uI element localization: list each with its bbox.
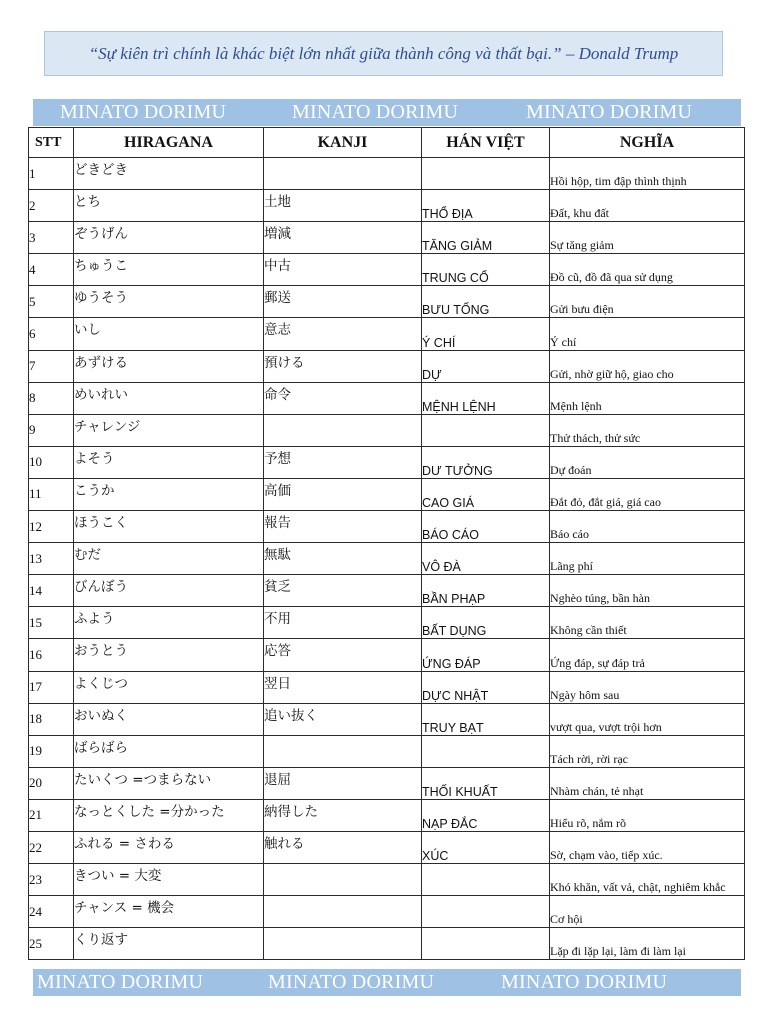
meaning-cell: Nhàm chán, tẻ nhạt [550,767,745,799]
han-viet-cell: MỆNH LỆNH [422,382,550,414]
han-viet-cell: CAO GIÁ [422,478,550,510]
hiragana-cell: こうか [74,478,264,510]
row-number: 12 [29,511,74,543]
kanji-cell [264,158,422,190]
table-row [29,478,745,510]
row-number: 5 [29,286,74,318]
han-viet-cell [422,414,550,446]
table-row [29,254,745,286]
column-header-nghia: NGHĨA [550,128,745,158]
banner-text: MINATO DORIMU [501,971,668,993]
meaning-cell: Đất, khu đất [550,190,745,222]
meaning-cell: Mệnh lệnh [550,382,745,414]
column-header-han-viet: HÁN VIỆT [422,128,550,158]
han-viet-cell: BẦN PHẠP [422,575,550,607]
table-header-row [29,128,745,158]
table-row [29,767,745,799]
hiragana-cell: むだ [74,543,264,575]
table-row [29,446,745,478]
kanji-cell: 中古 [264,254,422,286]
meaning-cell: Dự đoán [550,446,745,478]
hiragana-cell: ふよう [74,607,264,639]
row-number: 25 [29,928,74,960]
meaning-cell: Gửi bưu điện [550,286,745,318]
row-number: 24 [29,896,74,928]
hiragana-cell: おいぬく [74,703,264,735]
kanji-cell: 土地 [264,190,422,222]
row-number: 17 [29,671,74,703]
row-number: 4 [29,254,74,286]
meaning-cell: Khó khăn, vất vả, chật, nghiêm khắc [550,864,745,896]
hiragana-cell: いし [74,318,264,350]
hiragana-cell: チャレンジ [74,414,264,446]
table-row [29,414,745,446]
kanji-cell: 郵送 [264,286,422,318]
table-row [29,318,745,350]
row-number: 20 [29,767,74,799]
table-row [29,896,745,928]
kanji-cell: 増減 [264,222,422,254]
table-row [29,799,745,831]
hiragana-cell: おうとう [74,639,264,671]
kanji-cell [264,864,422,896]
kanji-cell [264,414,422,446]
column-header-hiragana: HIRAGANA [74,128,264,158]
table-row [29,190,745,222]
hiragana-cell: めいれい [74,382,264,414]
row-number: 11 [29,478,74,510]
hiragana-cell: よくじつ [74,671,264,703]
row-number: 13 [29,543,74,575]
row-number: 19 [29,735,74,767]
hiragana-cell: よそう [74,446,264,478]
column-header-kanji: KANJI [264,128,422,158]
meaning-cell: Lặp đi lặp lại, làm đi làm lại [550,928,745,960]
meaning-cell: Hồi hộp, tim đập thình thịnh [550,158,745,190]
hiragana-cell: ぞうげん [74,222,264,254]
han-viet-cell: TRUY BẠT [422,703,550,735]
row-number: 14 [29,575,74,607]
han-viet-cell [422,896,550,928]
meaning-cell: Thử thách, thử sức [550,414,745,446]
table-row [29,350,745,382]
han-viet-cell: ỨNG ĐÁP [422,639,550,671]
row-number: 7 [29,350,74,382]
kanji-cell: 応答 [264,639,422,671]
row-number: 15 [29,607,74,639]
han-viet-cell: BÁO CÁO [422,511,550,543]
han-viet-cell: NẠP ĐẮC [422,799,550,831]
kanji-cell: 納得した [264,799,422,831]
table-row [29,671,745,703]
han-viet-cell: THỐI KHUẤT [422,767,550,799]
table-row [29,222,745,254]
table-row [29,286,745,318]
kanji-cell: 高価 [264,478,422,510]
banner-text: MINATO DORIMU [37,971,204,993]
row-number: 21 [29,799,74,831]
han-viet-cell: DỰC NHẬT [422,671,550,703]
hiragana-cell: あずける [74,350,264,382]
banner-text: MINATO DORIMU [60,101,227,123]
table-row [29,639,745,671]
han-viet-cell: XÚC [422,831,550,863]
hiragana-cell: くり返す [74,928,264,960]
hiragana-cell: ふれる = さわる [74,831,264,863]
han-viet-cell: TĂNG GIẢM [422,222,550,254]
han-viet-cell: BẤT DỤNG [422,607,550,639]
hiragana-cell: ちゅうこ [74,254,264,286]
meaning-cell: Ý chí [550,318,745,350]
kanji-cell: 報告 [264,511,422,543]
kanji-cell: 預ける [264,350,422,382]
kanji-cell [264,735,422,767]
table-row [29,735,745,767]
hiragana-cell: きつい = 大変 [74,864,264,896]
han-viet-cell [422,158,550,190]
meaning-cell: Hiểu rõ, nắm rõ [550,799,745,831]
han-viet-cell: BƯU TỐNG [422,286,550,318]
hiragana-cell: どきどき [74,158,264,190]
hiragana-cell: チャンス = 機会 [74,896,264,928]
table-row [29,703,745,735]
han-viet-cell: TRUNG CỔ [422,254,550,286]
banner-text: MINATO DORIMU [526,101,693,123]
meaning-cell: Lãng phí [550,543,745,575]
quote-box [44,31,723,76]
table-row [29,607,745,639]
han-viet-cell: Ý CHÍ [422,318,550,350]
kanji-cell: 退屈 [264,767,422,799]
meaning-cell: Đắt đỏ, đắt giá, giá cao [550,478,745,510]
hiragana-cell: ばらばら [74,735,264,767]
table-row [29,382,745,414]
meaning-cell: Không cần thiết [550,607,745,639]
row-number: 16 [29,639,74,671]
han-viet-cell: DỰ [422,350,550,382]
table-row [29,511,745,543]
row-number: 23 [29,864,74,896]
meaning-cell: Tách rời, rời rạc [550,735,745,767]
table-row [29,928,745,960]
row-number: 18 [29,703,74,735]
column-header-stt: STT [29,128,74,158]
row-number: 9 [29,414,74,446]
table-row [29,575,745,607]
row-number: 8 [29,382,74,414]
hiragana-cell: とち [74,190,264,222]
banner-text: MINATO DORIMU [268,971,435,993]
meaning-cell: Nghèo túng, bần hàn [550,575,745,607]
row-number: 1 [29,158,74,190]
kanji-cell: 無駄 [264,543,422,575]
vocabulary-table [28,127,745,960]
meaning-cell: Cơ hội [550,896,745,928]
meaning-cell: vượt qua, vượt trội hơn [550,703,745,735]
meaning-cell: Ngày hôm sau [550,671,745,703]
watermark-banner-top [33,99,741,126]
meaning-cell: Ứng đáp, sự đáp trả [550,639,745,671]
table-row [29,543,745,575]
kanji-cell: 追い抜く [264,703,422,735]
hiragana-cell: ゆうそう [74,286,264,318]
han-viet-cell: VÔ ĐÀ [422,543,550,575]
kanji-cell: 貧乏 [264,575,422,607]
kanji-cell [264,896,422,928]
kanji-cell: 翌日 [264,671,422,703]
hiragana-cell: なっとくした =分かった [74,799,264,831]
hiragana-cell: ほうこく [74,511,264,543]
meaning-cell: Gửi, nhờ giữ hộ, giao cho [550,350,745,382]
table-row [29,864,745,896]
meaning-cell: Sờ, chạm vào, tiếp xúc. [550,831,745,863]
table-row [29,831,745,863]
han-viet-cell [422,864,550,896]
kanji-cell: 命令 [264,382,422,414]
row-number: 10 [29,446,74,478]
kanji-cell: 予想 [264,446,422,478]
han-viet-cell: DƯ TƯỞNG [422,446,550,478]
hiragana-cell: たいくつ =つまらない [74,767,264,799]
row-number: 22 [29,831,74,863]
han-viet-cell: THỔ ĐỊA [422,190,550,222]
row-number: 3 [29,222,74,254]
quote-text: “Sự kiên trì chính là khác biệt lớn nhất giữa thành công và thất bại.” – Donald Trump [88,43,679,63]
meaning-cell: Báo cáo [550,511,745,543]
meaning-cell: Đồ cũ, đồ đã qua sử dụng [550,254,745,286]
table-row [29,158,745,190]
kanji-cell: 触れる [264,831,422,863]
kanji-cell: 意志 [264,318,422,350]
kanji-cell [264,928,422,960]
kanji-cell: 不用 [264,607,422,639]
watermark-banner-bottom [33,969,741,996]
meaning-cell: Sự tăng giảm [550,222,745,254]
row-number: 6 [29,318,74,350]
han-viet-cell [422,928,550,960]
han-viet-cell [422,735,550,767]
row-number: 2 [29,190,74,222]
banner-text: MINATO DORIMU [292,101,459,123]
hiragana-cell: びんぼう [74,575,264,607]
